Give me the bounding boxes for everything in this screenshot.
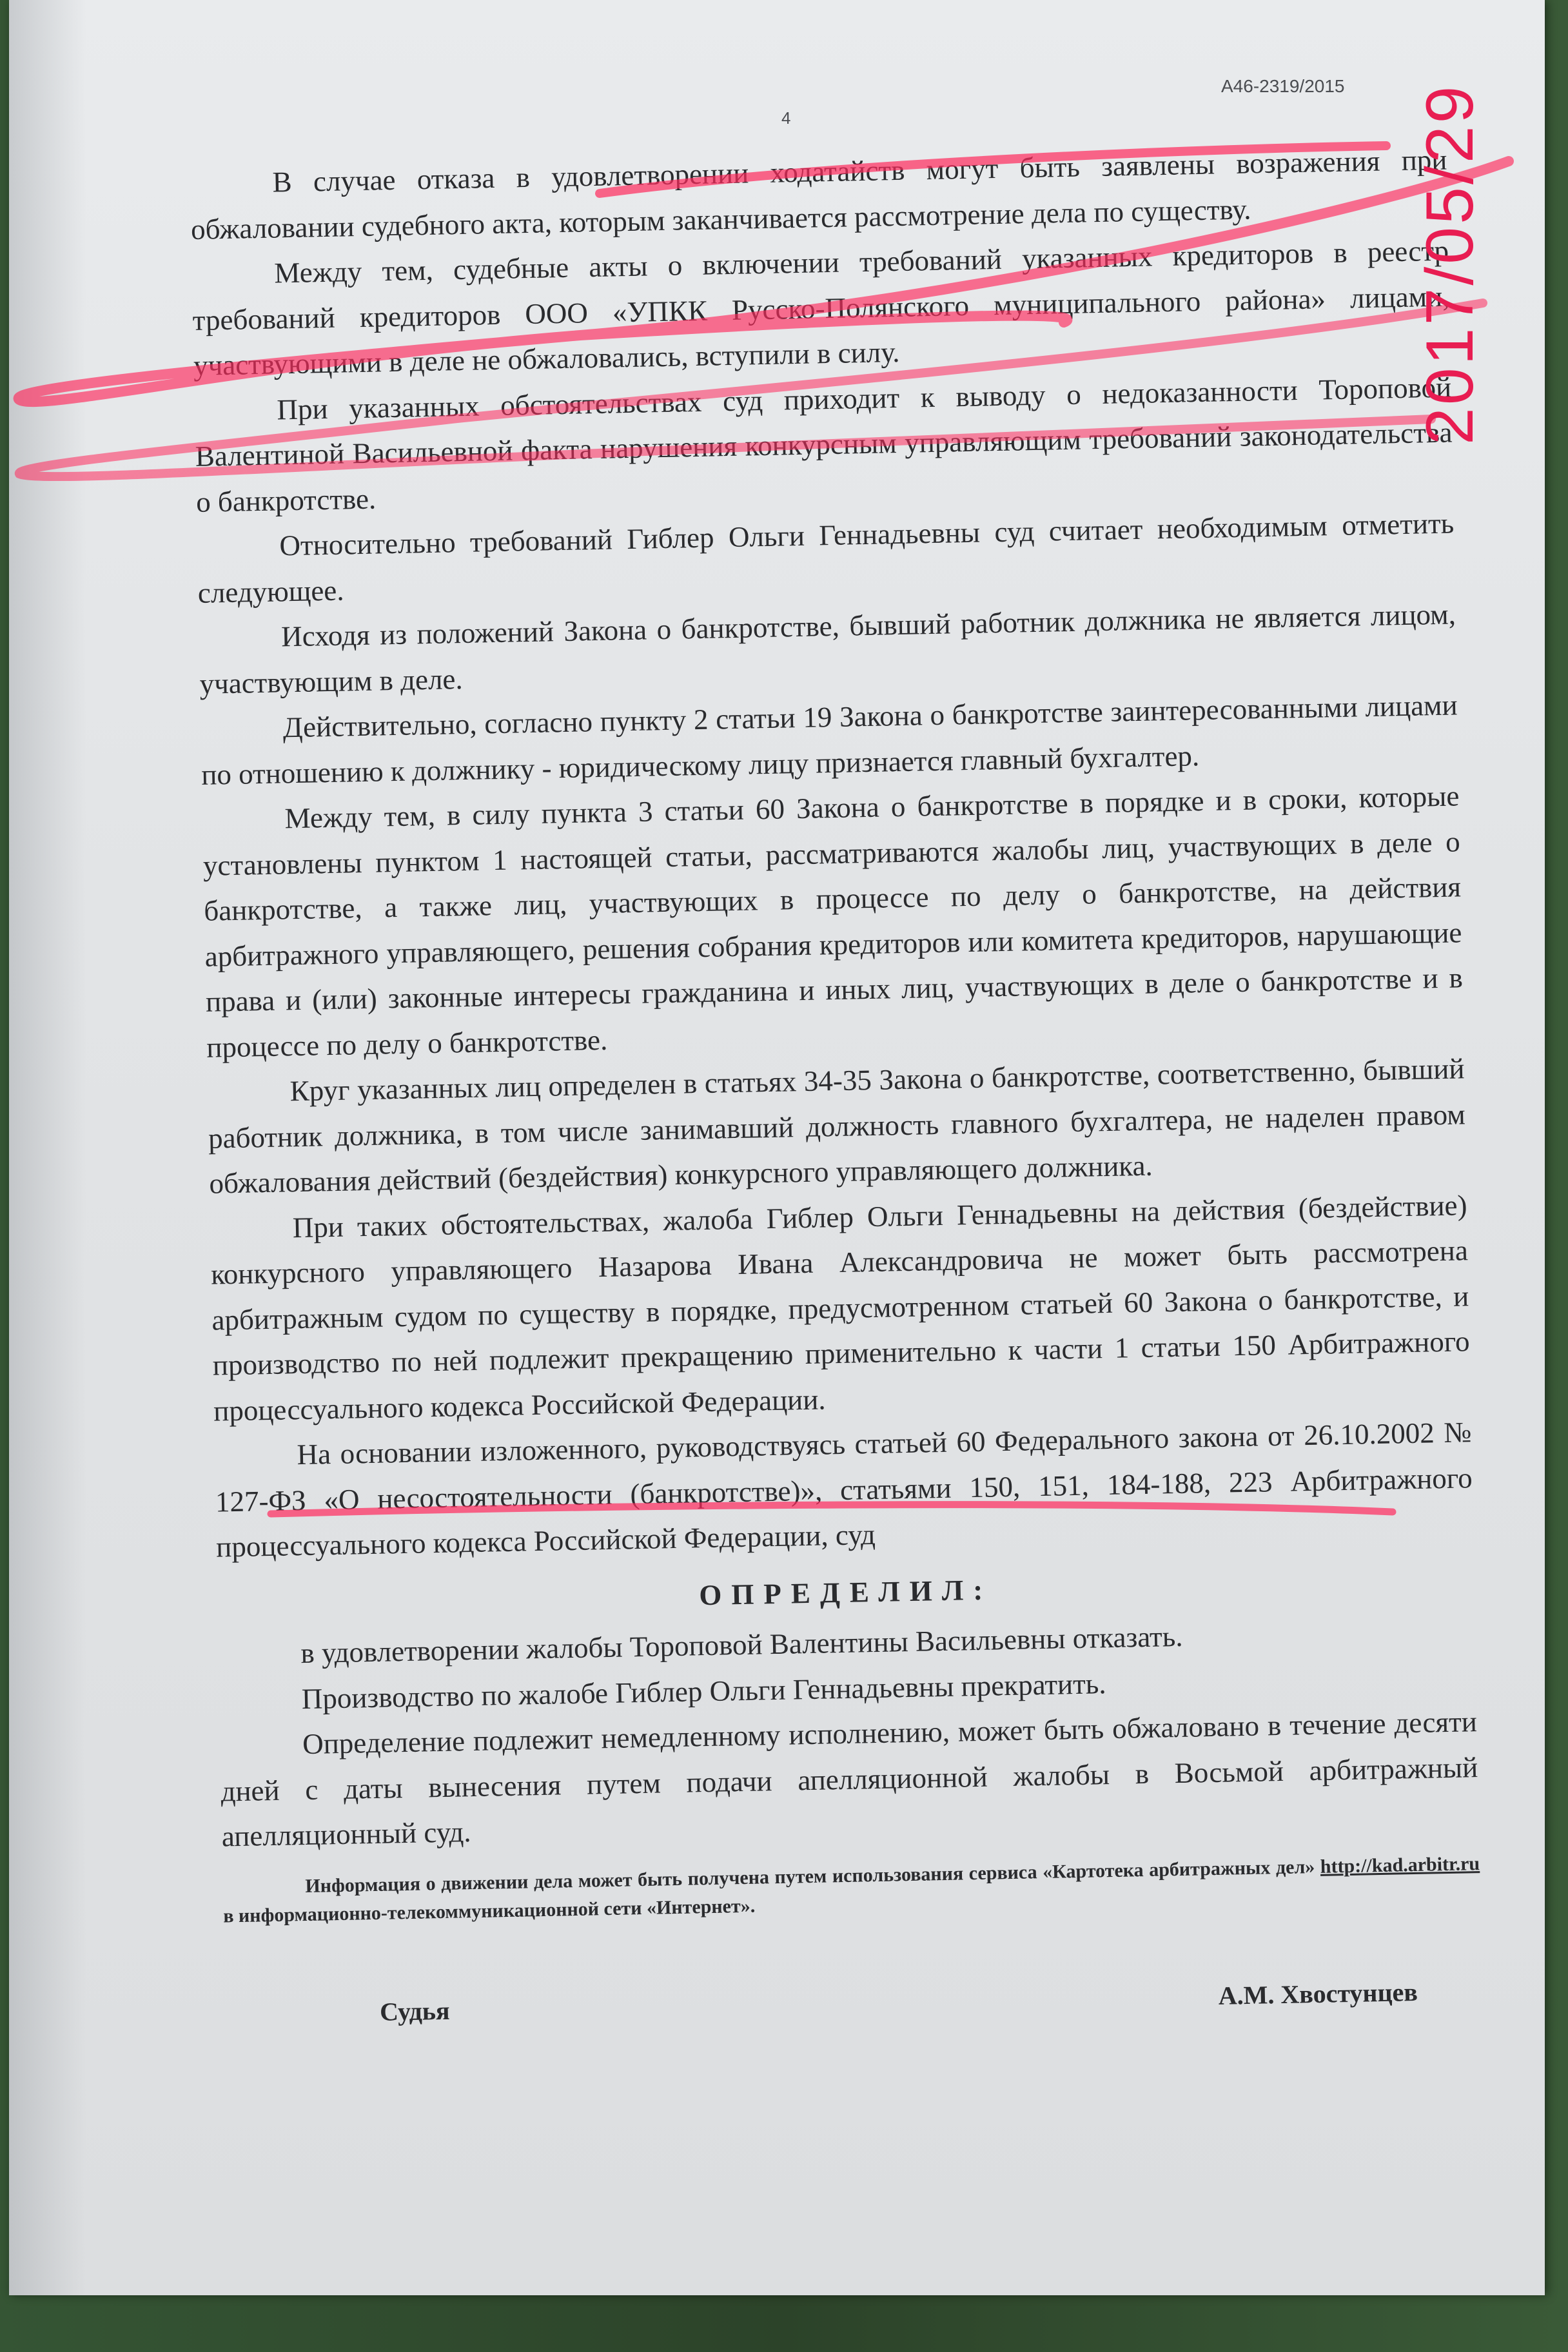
signature-role: Судья: [379, 1995, 450, 2026]
signature-block: [225, 1968, 1483, 2038]
ruling-item: в удовлетворении жалобы Тороповой Валентины Васильевны отказать.: [300, 1620, 1183, 1670]
paragraph: Между тем, судебные акты о включении требований указанных кредиторов в реестр требований кредиторов ООО «УПКК Русско-Полянского муниципального района» лицами, участвующими в деле не обжаловались, вступили в силу.: [192, 234, 1450, 382]
info-note: [222, 1850, 1480, 1930]
case-number: А46-2319/2015: [1221, 76, 1345, 96]
paragraph: Между тем, в силу пункта 3 статьи 60 Закона о банкротстве в порядке и в сроки, которые установлены пунктом 1 настоящей статьи, рассматриваются жалобы лиц, участвующих в деле о банкротстве, а также лиц, участвующих в процессе по делу о банкротстве, на действия арбитражного управляющего, решения собрания кредиторов или комитета кредиторов, нарушающие права и (или) законные интересы гражданина и иных лиц, участвующих в деле о банкротстве и в процессе по делу о банкротстве.: [202, 779, 1464, 1064]
kad-arbitr-link[interactable]: http://kad.arbitr.ru: [1320, 1852, 1480, 1877]
paragraph: На основании изложенного, руководствуясь статьей 60 Федерального закона от 26.10.2002 № 127-ФЗ «О несостоятельности (банкротстве)», статьями 150, 151, 184-188, 223 Арбитражного процессуального кодекса Российской Федерации, суд: [215, 1416, 1473, 1563]
decision-heading: ОПРЕДЕЛИЛ:: [698, 1573, 993, 1611]
info-note-text-end: в информационно-телекоммуникационной сети «Интернет».: [222, 1895, 756, 1926]
document-page: [9, 0, 1545, 2295]
document-body: [190, 137, 1483, 2038]
paragraph: Круг указанных лиц определен в статьях 34-35 Закона о банкротстве, соответственно, бывший работник должника, в том числе занимавший должность главного бухгалтера, не наделен правом обжалования действий (бездействия) конкурсного управляющего должника.: [208, 1052, 1466, 1200]
paragraph: Относительно требований Гиблер Ольги Геннадьевны суд считает необходимым отметить следующее.: [197, 507, 1455, 609]
page-shadow: [9, 0, 86, 2295]
ruling-item: Определение подлежит немедленному исполнению, может быть обжаловано в течение десяти дней с даты вынесения путем подачи апелляционной жалобы в Восьмой арбитражный апелляционный суд.: [220, 1705, 1478, 1853]
ruling-item: Производство по жалобе Гиблер Ольги Геннадьевны прекратить.: [301, 1667, 1106, 1715]
paragraph: При таких обстоятельствах, жалоба Гиблер Ольги Геннадьевны на действия (бездействие) конкурсного управляющего Назарова Ивана Александровича не может быть рассмотрена арбитражным судом по существу в порядке, предусмотренном статьей 60 Закона о банкротстве, и производство по ней подлежит прекращению применительно к части 1 статьи 150 Арбитражного процессуального кодекса Российской Федерации.: [210, 1188, 1470, 1427]
paragraph: Действительно, согласно пункту 2 статьи 19 Закона о банкротстве заинтересованными лицами по отношению к должнику - юридическому лицу признается главный бухгалтер.: [201, 689, 1458, 791]
signature-name: А.М. Хвостунцев: [1218, 1977, 1418, 2010]
paragraph: Исходя из положений Закона о банкротстве, бывший работник должника не является лицом, участвующим в деле.: [199, 598, 1456, 700]
paragraph: При указанных обстоятельствах суд приходит к выводу о недоказанности Тороповой Валентиной Васильевной факта нарушения конкурсным управляющим требований законодательства о банкротстве.: [195, 370, 1453, 518]
info-note-text: Информация о движении дела может быть получена путем использования сервиса «Картотека арбитражных дел»: [305, 1856, 1321, 1897]
paragraph: В случае отказа в удовлетворении ходатайств могут быть заявлены возражения при обжаловании судебного акта, которым заканчивается рассмотрение дела по существу.: [190, 143, 1447, 246]
page-number: 4: [781, 108, 791, 128]
date-stamp: 2017/05/29: [1413, 83, 1487, 445]
